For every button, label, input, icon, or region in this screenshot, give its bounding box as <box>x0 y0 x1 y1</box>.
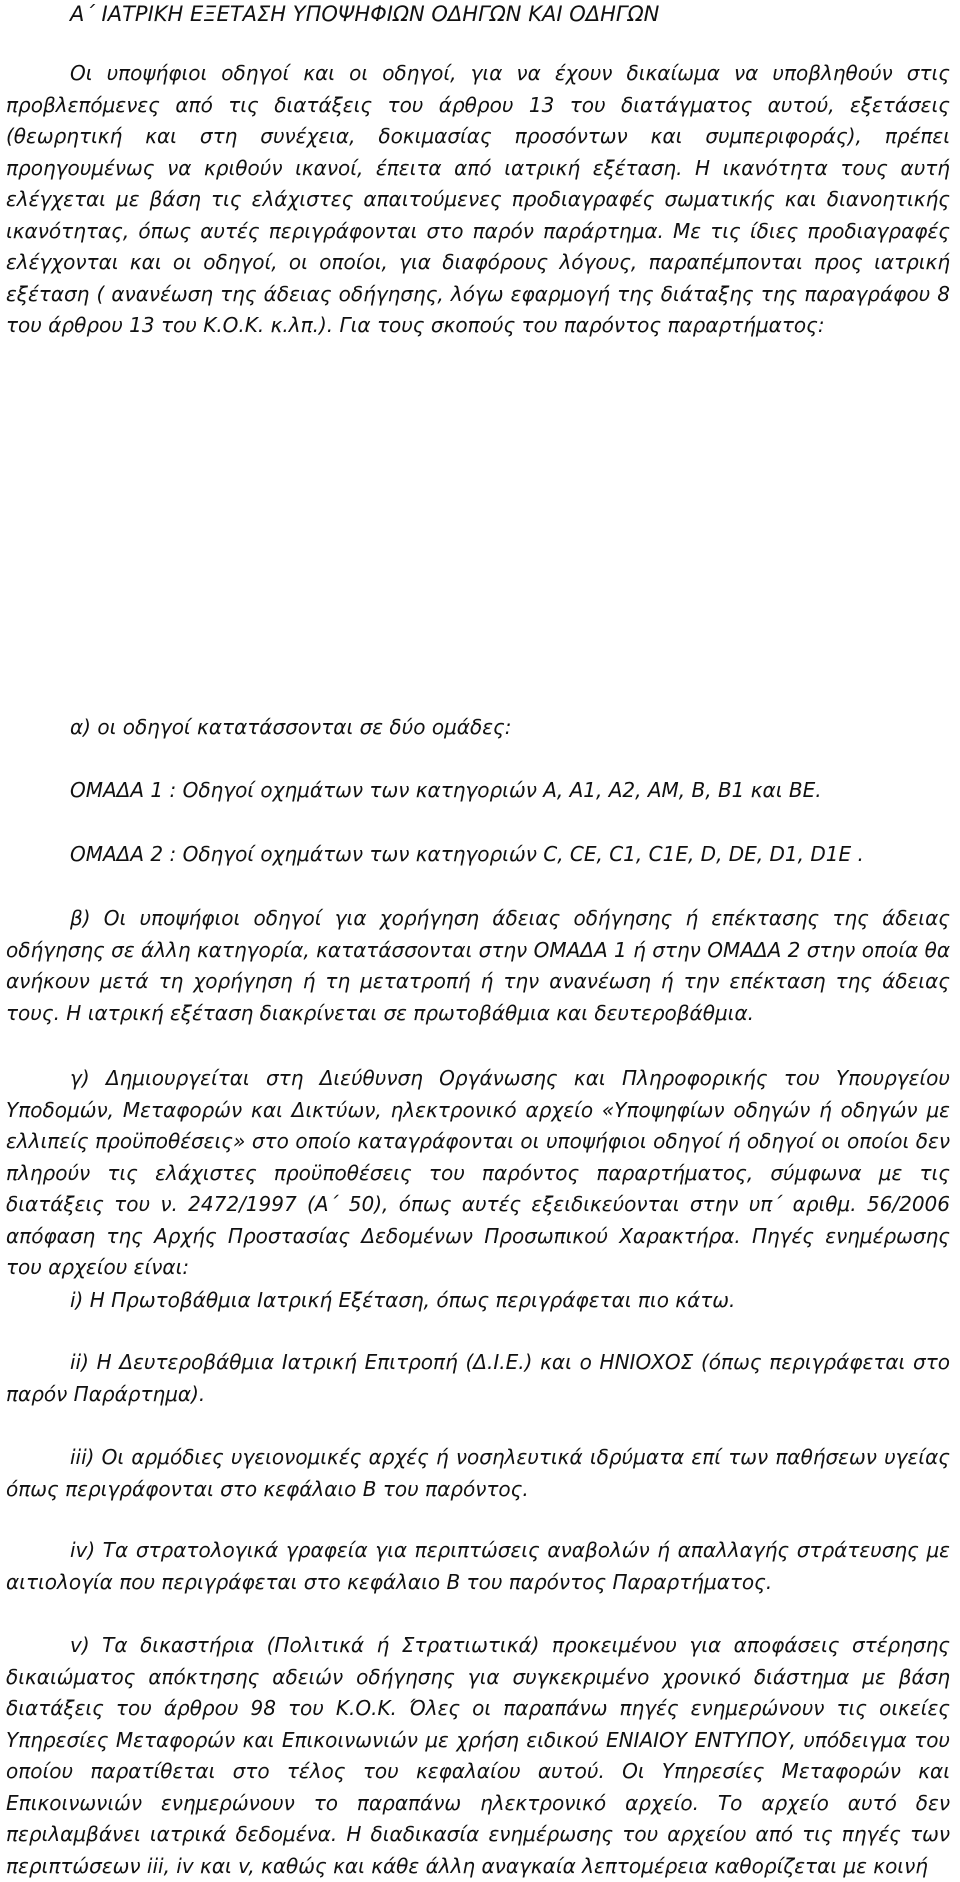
source-i: i) Η Πρωτοβάθμια Ιατρική Εξέταση, όπως περιγράφεται πιο κάτω. <box>70 1288 736 1312</box>
source-ii: ii) Η Δευτεροβάθμια Ιατρική Επιτροπή (Δ.Ι.Ε.) και ο ΗΝΙΟΧΟΣ (όπως περιγράφεται στο παρόν Παράρτημα). <box>6 1350 950 1406</box>
document-title: Α΄ ΙΑΤΡΙΚΗ ΕΞΕΤΑΣΗ ΥΠΟΨΗΦΙΩΝ ΟΔΗΓΩΝ ΚΑΙ ΟΔΗΓΩΝ <box>70 2 660 26</box>
source-v: v) Τα δικαστήρια (Πολιτικά ή Στρατιωτικά) προκειμένου για αποφάσεις στέρησης δικαιώματος απόκτησης αδειών οδήγησης για συγκεκριμένο χρονικό διάστημα με βάση διατάξεις του άρθρου 98 του Κ.Ο.Κ. Όλες οι παραπάνω πηγές ενημερώνουν τις οικείες Υπηρεσίες Μεταφορών και Επικοινωνιών με χρήση ειδικού ΕΝΙΑΙΟΥ ΕΝΤΥΠΟΥ, υπόδειγμα του οποίου παρατίθεται στο τέλος του κεφαλαίου αυτού. Οι Υπηρεσίες Μεταφορών και Επικοινωνιών ενημερώνουν το παραπάνω ηλεκτρονικό αρχείο. Το αρχείο αυτό δεν περιλαμβάνει ιατρικά δεδομένα. Η διαδικασία ενημέρωσης του αρχείου από τις πηγές των περιπτώσεων iii, iv και v, καθώς και κάθε άλλη αναγκαία λεπτομέρεια καθορίζεται με κοινή <box>6 1633 950 1878</box>
item-b-paragraph: β) Οι υποψήφιοι οδηγοί για χορήγηση άδειας οδήγησης ή επέκτασης της άδειας οδήγησης σε άλλη κατηγορία, κατατάσσονται στην ΟΜΑΔΑ 1 ή στην ΟΜΑΔΑ 2 στην οποία θα ανήκουν μετά τη χορήγηση ή τη μετατροπή ή την ανανέωση ή την επέκταση της άδειας τους. Η ιατρική εξέταση διακρίνεται σε πρωτοβάθμια και δευτεροβάθμια. <box>6 906 950 1025</box>
item-a: α) οι οδηγοί κατατάσσονται σε δύο ομάδες: <box>70 715 512 739</box>
group-2-line: ΟΜΑΔΑ 2 : Οδηγοί οχημάτων των κατηγοριών C, CE, C1, C1E, D, DE, D1, D1E . <box>70 842 864 866</box>
source-iii: iii) Οι αρμόδιες υγειονομικές αρχές ή νοσηλευτικά ιδρύματα επί των παθήσεων υγείας όπως περιγράφονται στο κεφάλαιο Β του παρόντος. <box>6 1445 950 1501</box>
intro-paragraph: Οι υποψήφιοι οδηγοί και οι οδηγοί, για να έχουν δικαίωμα να υποβληθούν στις προβλεπόμενες από τις διατάξεις του άρθρου 13 του διατάγματος αυτού, εξετάσεις (θεωρητική και στη συνέχεια, δοκιμασίας προσόντων και συμπεριφοράς), πρέπει προηγουμένως να κριθούν ικανοί, έπειτα από ιατρική εξέταση. Η ικανότητα τους αυτή ελέγχεται με βάση τις ελάχιστες απαιτούμενες προδιαγραφές σωματικής και διανοητικής ικανότητας, όπως αυτές περιγράφονται στο παρόν παράρτημα. Με τις ίδιες προδιαγραφές ελέγχονται και οι οδηγοί, οι οποίοι, για διαφόρους λόγους, παραπέμπονται προς ιατρική εξέταση ( ανανέωση της άδειας οδήγησης, λόγω εφαρμογή της διάταξης της παραγράφου 8 του άρθρου 13 του Κ.Ο.Κ. κ.λπ.). Για τους σκοπούς του παρόντος παραρτήματος: <box>6 61 950 337</box>
item-c-paragraph: γ) Δημιουργείται στη Διεύθυνση Οργάνωσης και Πληροφορικής του Υπουργείου Υποδομών, Μεταφορών και Δικτύων, ηλεκτρονικό αρχείο «Υποψηφίων οδηγών ή οδηγών με ελλιπείς προϋποθέσεις» στο οποίο καταγράφονται οι υποψήφιοι οδηγοί ή οδηγοί οι οποίοι δεν πληρούν τις ελάχιστες προϋποθέσεις του παρόντος παραρτήματος, σύμφωνα με τις διατάξεις του ν. 2472/1997 (Α΄ 50), όπως αυτές εξειδικεύονται στην υπ΄ αριθμ. 56/2006 απόφαση της Αρχής Προστασίας Δεδομένων Προσωπικού Χαρακτήρα. Πηγές ενημέρωσης του αρχείου είναι: <box>6 1066 950 1279</box>
source-iv: iv) Τα στρατολογικά γραφεία για περιπτώσεις αναβολών ή απαλλαγής στράτευσης με αιτιολογία που περιγράφεται στο κεφάλαιο Β του παρόντος Παραρτήματος. <box>6 1538 950 1594</box>
group-1-line: ΟΜΑΔΑ 1 : Οδηγοί οχημάτων των κατηγοριών Α, Α1, Α2, ΑΜ, Β, Β1 και ΒΕ. <box>70 778 822 802</box>
